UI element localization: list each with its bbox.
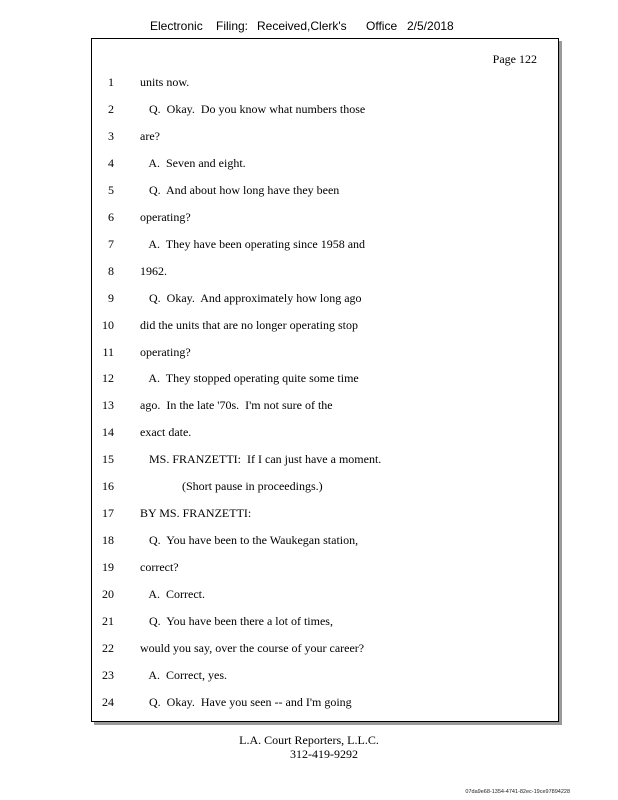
line-number: 7: [108, 236, 114, 251]
filing-word-1: Electronic: [150, 19, 203, 33]
line-number: 17: [102, 506, 114, 521]
line-text: A. They have been operating since 1958 and: [140, 236, 366, 251]
line-text: (Short pause in proceedings.): [140, 479, 323, 494]
transcript-line: [92, 102, 558, 118]
line-text: Q. You have been to the Waukegan station,: [140, 533, 359, 548]
line-number: 8: [108, 263, 114, 278]
document-hash: 07da9e68-1354-4741-82ec-19ce97894228: [465, 789, 570, 795]
line-number: 5: [108, 182, 114, 197]
line-text: Q. Okay. Have you seen -- and I'm going: [140, 694, 352, 709]
transcript-line: [92, 183, 558, 199]
line-text: Q. Okay. Do you know what numbers those: [140, 101, 366, 116]
filing-word-5: 2/5/2018: [407, 19, 454, 33]
transcript-line: [92, 587, 558, 603]
line-number: 18: [102, 533, 114, 548]
line-text: 1962.: [140, 263, 167, 278]
line-text: Q. Okay. And approximately how long ago: [140, 290, 362, 305]
transcript-line: [92, 264, 558, 280]
line-number: 21: [102, 614, 114, 628]
line-number: 15: [102, 452, 114, 467]
transcript-line: [92, 237, 558, 253]
line-text: A. They stopped operating quite some time: [140, 371, 359, 386]
transcript-page: [91, 38, 559, 722]
line-text: correct?: [140, 560, 179, 575]
line-text: A. Seven and eight.: [140, 155, 246, 170]
line-text: A. Correct.: [140, 587, 205, 602]
line-number: 1: [108, 75, 114, 89]
line-text: would you say, over the course of your career?: [140, 640, 365, 655]
line-text: exact date.: [140, 425, 192, 440]
line-text: A. Correct, yes.: [140, 667, 227, 682]
filing-word-2: Filing:: [216, 19, 249, 33]
line-text: ago. In the late '70s. I'm not sure of the: [140, 398, 333, 413]
transcript-line: [92, 533, 558, 549]
transcript-line: [92, 129, 558, 145]
transcript-line: [92, 452, 558, 468]
line-text: are?: [140, 128, 160, 143]
transcript-line: [92, 371, 558, 387]
transcript-line: [92, 695, 558, 711]
filing-word-3: Received,Clerk's: [257, 19, 347, 33]
transcript-line: [92, 506, 558, 522]
transcript-line: [92, 75, 558, 91]
line-number: 6: [108, 209, 114, 224]
line-text: did the units that are no longer operating stop: [140, 317, 358, 332]
transcript-line: [92, 210, 558, 226]
line-number: 22: [102, 640, 114, 655]
transcript-line: [92, 291, 558, 307]
line-number: 3: [108, 128, 114, 143]
line-number: 23: [102, 667, 114, 682]
court-reporter-phone: 312-419-9292: [290, 747, 358, 761]
line-number: 14: [102, 425, 114, 440]
line-text: MS. FRANZETTI: If I can just have a moment.: [140, 452, 382, 467]
line-number: 19: [102, 560, 114, 575]
transcript-line: [92, 318, 558, 334]
line-number: 24: [102, 694, 114, 709]
line-number: 20: [102, 587, 114, 602]
line-text: BY MS. FRANZETTI:: [140, 506, 252, 521]
line-number: 2: [108, 101, 114, 116]
line-number: 12: [102, 371, 114, 386]
line-number: 10: [102, 317, 114, 332]
line-text: Q. You have been there a lot of times,: [140, 614, 333, 628]
transcript-line: [92, 156, 558, 172]
court-reporter-name: L.A. Court Reporters, L.L.C.: [239, 733, 379, 747]
line-number: 13: [102, 398, 114, 413]
line-text: operating?: [140, 209, 191, 224]
transcript-line: [92, 614, 558, 630]
page-number: Page 122: [492, 52, 537, 66]
transcript-line: [92, 398, 558, 414]
line-number: 11: [102, 344, 114, 359]
transcript-line: [92, 668, 558, 684]
line-text: operating?: [140, 344, 191, 359]
line-text: Q. And about how long have they been: [140, 182, 340, 197]
line-number: 9: [108, 290, 114, 305]
transcript-line: [92, 425, 558, 441]
filing-word-4: Office: [366, 19, 398, 33]
transcript-line: [92, 560, 558, 576]
transcript-line: [92, 479, 558, 495]
transcript-line: [92, 345, 558, 361]
line-number: 16: [102, 479, 114, 494]
transcript-line: [92, 641, 558, 657]
line-number: 4: [108, 155, 114, 170]
line-text: units now.: [140, 75, 190, 89]
